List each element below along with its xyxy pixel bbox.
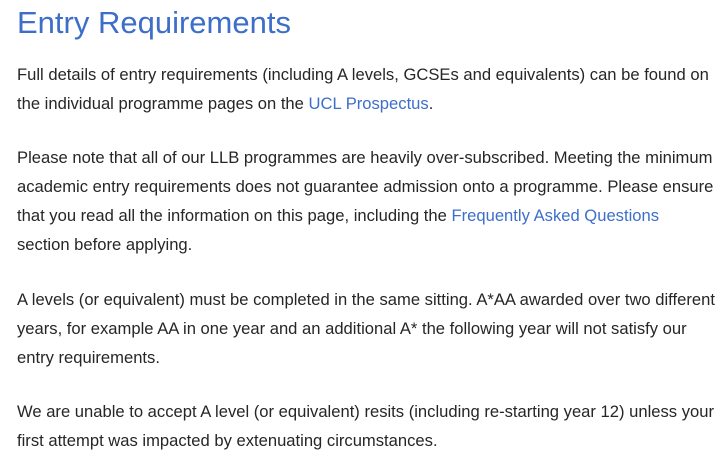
resits-paragraph: We are unable to accept A level (or equivalent) resits (including re-starting year 12) unless your first attempt was impacted by extenuating circumstances. bbox=[17, 402, 714, 450]
prospectus-paragraph-text: Full details of entry requirements (including A levels, GCSEs and equivalents) can be found on the individual programme pages on the bbox=[17, 65, 709, 113]
same-sitting-paragraph: A levels (or equivalent) must be completed in the same sitting. A*AA awarded over two different years, for example AA in one year and an additional A* the following year will not satisfy our entry requirements. bbox=[17, 290, 715, 367]
faq-link[interactable]: Frequently Asked Questions bbox=[451, 206, 660, 225]
oversubscribed-paragraph bbox=[17, 143, 716, 259]
prospectus-paragraph bbox=[17, 60, 716, 118]
oversubscribed-paragraph-end: section before applying. bbox=[17, 235, 193, 254]
page-title: Entry Requirements bbox=[17, 5, 291, 40]
prospectus-paragraph-end: . bbox=[428, 94, 434, 113]
ucl-prospectus-link[interactable]: UCL Prospectus bbox=[308, 94, 429, 113]
oversubscribed-paragraph-text: Please note that all of our LLB programmes are heavily over-subscribed. Meeting the minimum academic entry requirements does not guarantee admission onto a programme. Please ensure that you read all the information on this page, including the bbox=[17, 148, 714, 225]
